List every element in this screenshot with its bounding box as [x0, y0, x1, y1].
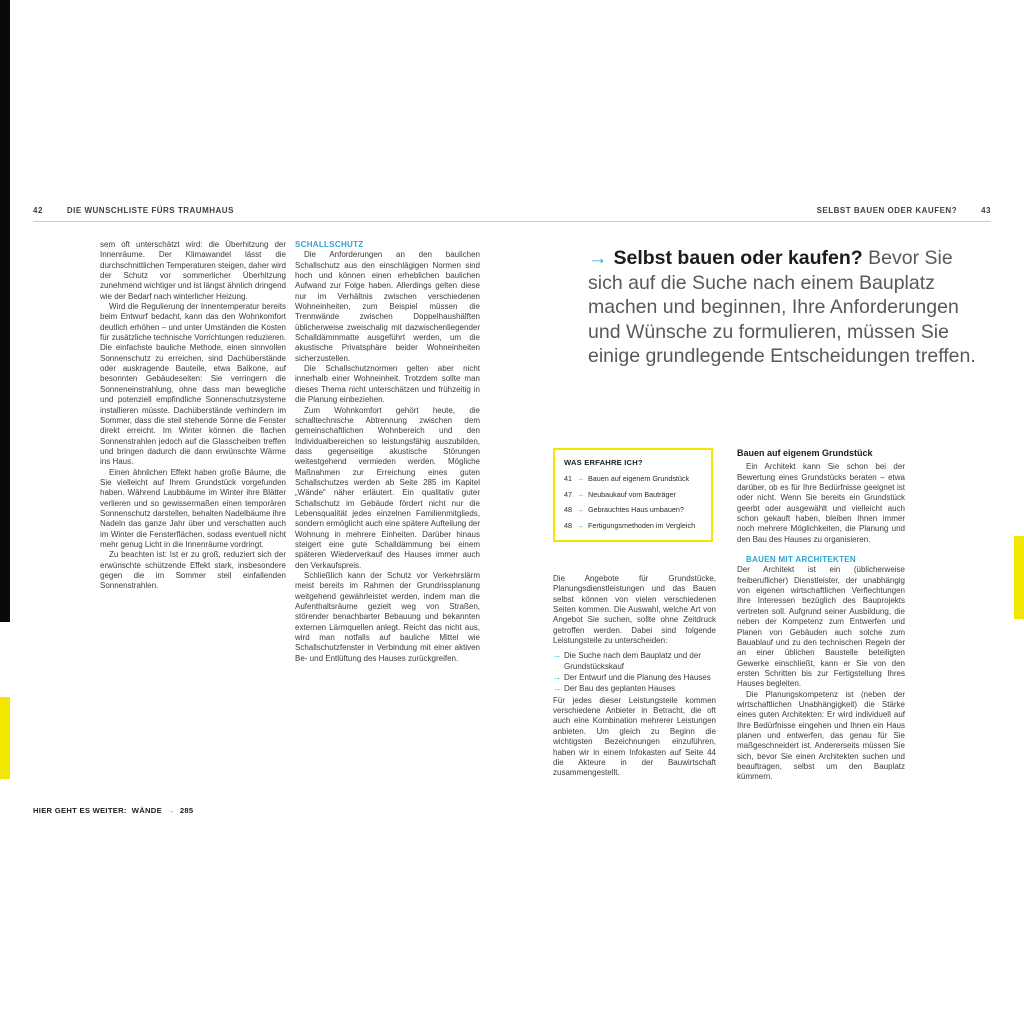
right-page-column-2 — [737, 448, 905, 783]
right-page-column-1 — [553, 574, 716, 779]
running-head-right-title: SELBST BAUEN ODER KAUFEN? — [816, 206, 958, 215]
info-box-item — [564, 490, 702, 499]
arrow-icon: → — [553, 673, 561, 683]
body-paragraph: Die Angebote für Grundstücke, Planungsdienstleistungen und das Bauen selbst können von vielen verschiedenen Seiten kommen. Die Auswahl, welche Art von Angebot Sie suchen, sollte ohne Zeitdruck getroffen werden. Dabei sind folgende Leistungsteile zu unterscheiden: — [553, 574, 716, 646]
arrow-icon: → — [577, 505, 585, 514]
cross-reference-footer — [33, 806, 193, 815]
running-head-right — [817, 206, 991, 215]
body-paragraph: Schließlich kann der Schutz vor Verkehrslärm meist bereits im Rahmen der Grundrissplanung weitgehend gewährleistet werden, indem man die Aufenthaltsräume gezielt weg von Straßen, störender benachbarter Bebauung und bekannten externen Lärmquellen anlegt. Reicht das nicht aus, wird man notfalls auf bauliche Mittel wie Schallschutzfenster in Verbindung mit einer aktiven Be- und Entlüftung des Hauses zurückgreifen. — [295, 571, 480, 663]
left-page-column-1 — [100, 240, 286, 592]
body-paragraph: Zum Wohnkomfort gehört heute, die schalltechnische Abtrennung zwischen dem gemeinschaftlichen Wohnbereich und den Individualbereichen so leistungsfähig auszubilden, dass gegenseitige akustische Störungen weitestgehend vermieden werden. Mögliche Maßnahmen zur Erreichung eines guten Schallschutzes werden ab Seite 285 im Kapitel „Wände“ näher erläutert. Ein qualitativ guter Schallschutz im Gebäude fördert nicht nur die Lebensqualität jedes einzelnen Familienmitglieds, sondern ermöglicht auch eine spätere Aufteilung der Wohnung in mehrere Einheiten. Darüber hinaus steigert eine gute Schalldämmung bei einem späteren Wiederverkauf des Hauses immer auch den Verkaufspreis. — [295, 405, 481, 570]
arrow-icon: → — [553, 684, 561, 694]
footer-page-number: 285 — [179, 806, 194, 815]
body-paragraph: Wird die Regulierung der Innentemperatur bereits beim Entwurf bedacht, kann das den Wohnkomfort deutlich erhöhen – und unter Umständen die Kosten für zusätzliche technische Vorrichtungen reduzieren. Die einfachste bauliche Methode, einen sinnvollen Sonnenschutz zu erreichen, sind Dachüberstände oder auskragende Bauteile, etwa Balkone, auf besonnten Gebäudeseiten: Sie verringern die Sonneneinstrahlung, ohne dass man bewegliche und potenziell empfindliche Sonnenschutzsysteme installieren müsste. Dachüberstände verhindern im Sommer, dass die steil stehende Sonne die Fenster direkt erreicht. Im Winter können die flachen Sonnenstrahlen jedoch auf die Glasscheiben treffen und bringen dadurch die dann erwünschte Wärme ins Haus. — [100, 302, 286, 467]
chapter-title: Selbst bauen oder kaufen? — [613, 247, 863, 269]
body-paragraph: Einen ähnlichen Effekt haben große Bäume, die Sie vielleicht auf Ihrem Grundstück vorgefunden haben. Während Laubbäume im Winter ihre Blätter verlieren und so gewissermaßen einen temporären Sonnenschutz darstellen, behalten Nadelbäume ihre Nadeln das ganze Jahr über und verschatten auch im Winter die Fensterflächen, sodass eventuell nicht mehr genug Licht in die Innenräume vordringt. — [100, 467, 286, 549]
body-paragraph: Die Schallschutznormen gelten aber nicht innerhalb einer Wohneinheit. Trotzdem sollte man dieses Thema nicht unterschätzen und frühzeitig in die Planung einbeziehen. — [295, 364, 480, 405]
section-heading-schallschutz: SCHALLSCHUTZ — [295, 240, 364, 249]
running-head — [33, 206, 991, 215]
arrow-icon: → — [553, 651, 561, 661]
page-number-right: 43 — [981, 206, 991, 215]
running-head-left — [33, 206, 234, 215]
page-number-left: 42 — [33, 206, 43, 215]
running-head-left-title: DIE WUNSCHLISTE FÜRS TRAUMHAUS — [66, 206, 234, 215]
body-paragraph: Ein Architekt kann Sie schon bei der Bewertung eines Grundstücks beraten – etwa darüber, ob es für Ihre Bedürfnisse geeignet ist oder nicht. Wenn Sie bereits ein Grundstück geerbt oder ausgewählt und vielleicht auch schon gekauft haben, bleiben Ihnen immer noch mehrere Möglichkeiten, die Planung und den Bau des Hauses zu organisieren. — [737, 462, 905, 544]
edge-tab-yellow-left — [0, 697, 10, 779]
bullet-text: Der Entwurf und die Planung des Hauses — [564, 673, 711, 683]
body-paragraph: Die Planungskompetenz ist (neben der wirtschaftlichen Unabhängigkeit) die Stärke eines guten Architekten: Er wird individuell auf Ihre Bedürfnisse eingehen und Ihnen ein Haus planen und entwerfen, das genau für Sie maßgeschneidert ist. Andererseits müssen Sie sich, bevor Sie einen Architekten suchen und beauftragen, selbst um den Bauplatz kümmern. — [737, 689, 905, 782]
info-box-item — [564, 505, 702, 514]
chapter-intro: Bevor Sie sich auf die Suche nach einem Bauplatz machen und beginnen, Ihre Anforderungen und Wünsche zu formulieren, müssen Sie einige grundlegende Entscheidungen treffen. — [588, 247, 976, 368]
section-heading-architekten: BAUEN MIT ARCHITEKTEN — [746, 555, 856, 565]
info-box-was-erfahre-ich — [553, 448, 713, 542]
item-label: Bauen auf eigenem Grundstück — [588, 474, 690, 483]
body-paragraph: Zu beachten ist: Ist er zu groß, reduziert sich der erwünschte schützende Effekt stark, insbesondere gegen die im Sommer steil einfallenden Sonnenstrahlen. — [100, 550, 286, 591]
arrow-icon: → — [577, 520, 585, 530]
body-paragraph: Der Architekt ist ein (üblicherweise freiberuflicher) Dienstleister, der unabhängig von eigenen wirtschaftlichen Verflechtungen Ihre Interessen bezüglich des Bauprojekts vertreten soll. Aufgrund seiner Ausbildung, die neben der Kompetenz zum Entwerfen und Planen von Gebäuden auch solche zum Bauablauf und zu den technischen Regeln der an einer üblichen Baustelle beteiligten Gewerke einschließt, kann er Sie von den ersten Schritten bis zur Fertigstellung Ihres Hauses begleiten. — [737, 565, 905, 689]
bullet-item — [553, 651, 716, 672]
left-page-column-2 — [295, 240, 480, 664]
bullet-text: Die Suche nach dem Bauplatz und der Grundstückskauf — [564, 651, 701, 671]
bullet-list — [553, 651, 716, 694]
footer-label: HIER GEHT ES WEITER: — [33, 806, 127, 815]
body-paragraph: sem oft unterschätzt wird: die Überhitzung der Innenräume. Der Klimawandel lässt die durchschnittlichen Temperaturen steigen, daher wird der Schutz vor sommerlicher Überhitzung zunehmend wichtiger und ist längst ähnlich dringend wie der Bedarf nach winterlicher Heizung. — [100, 240, 286, 301]
chapter-headline — [588, 246, 992, 369]
arrow-icon: → — [588, 247, 608, 269]
header-rule — [33, 221, 991, 222]
bullet-item — [553, 684, 716, 694]
footer-keyword: WÄNDE — [131, 806, 162, 815]
item-label: Fertigungsmethoden im Vergleich — [588, 520, 696, 530]
item-page-number: 48 — [564, 520, 572, 530]
info-box-title: WAS ERFAHRE ICH? — [564, 458, 643, 467]
info-box-item — [564, 474, 702, 483]
info-box-item — [564, 521, 702, 530]
body-paragraph: Für jedes dieser Leistungsteile kommen verschiedene Anbieter in Betracht, die oft auch eine Kombination mehrerer Leistungen anbieten. Um gleich zu Beginn die wichtigsten Bezeichnungen einzuführen, haben wir in einem Infokasten auf Seite 44 die Akteure in der Bauwirtschaft zusammengestellt. — [553, 695, 716, 778]
arrow-icon: → — [577, 489, 585, 499]
arrow-icon: → — [166, 806, 175, 815]
item-label: Neubaukauf vom Bauträger — [588, 489, 676, 499]
item-page-number: 48 — [564, 505, 572, 514]
item-page-number: 41 — [564, 474, 572, 483]
body-paragraph: Die Anforderungen an den baulichen Schallschutz aus den einschlägigen Normen sind hoch und können einen erheblichen baulichen Aufwand zur Folge haben. Allerdings gelten diese nur im Verhältnis zwischen verschiedenen Wohneinheiten, zum Beispiel müssen die Trennwände zwischen Doppelhaushälften üblicherweise zweischalig mit dazwischenliegender Schalldämmmatte ausgeführt werden, um die akustische Privatsphäre beider Wohneinheiten sicherzustellen. — [295, 250, 480, 363]
edge-tab-black — [0, 0, 10, 622]
edge-tab-yellow-right — [1014, 536, 1024, 619]
arrow-icon: → — [577, 474, 585, 483]
bullet-item — [553, 673, 716, 683]
item-label: Gebrauchtes Haus umbauen? — [588, 505, 684, 514]
bullet-text: Der Bau des geplanten Hauses — [564, 684, 676, 694]
item-page-number: 47 — [564, 489, 572, 499]
section-heading-grundstueck: Bauen auf eigenem Grundstück — [737, 448, 873, 458]
